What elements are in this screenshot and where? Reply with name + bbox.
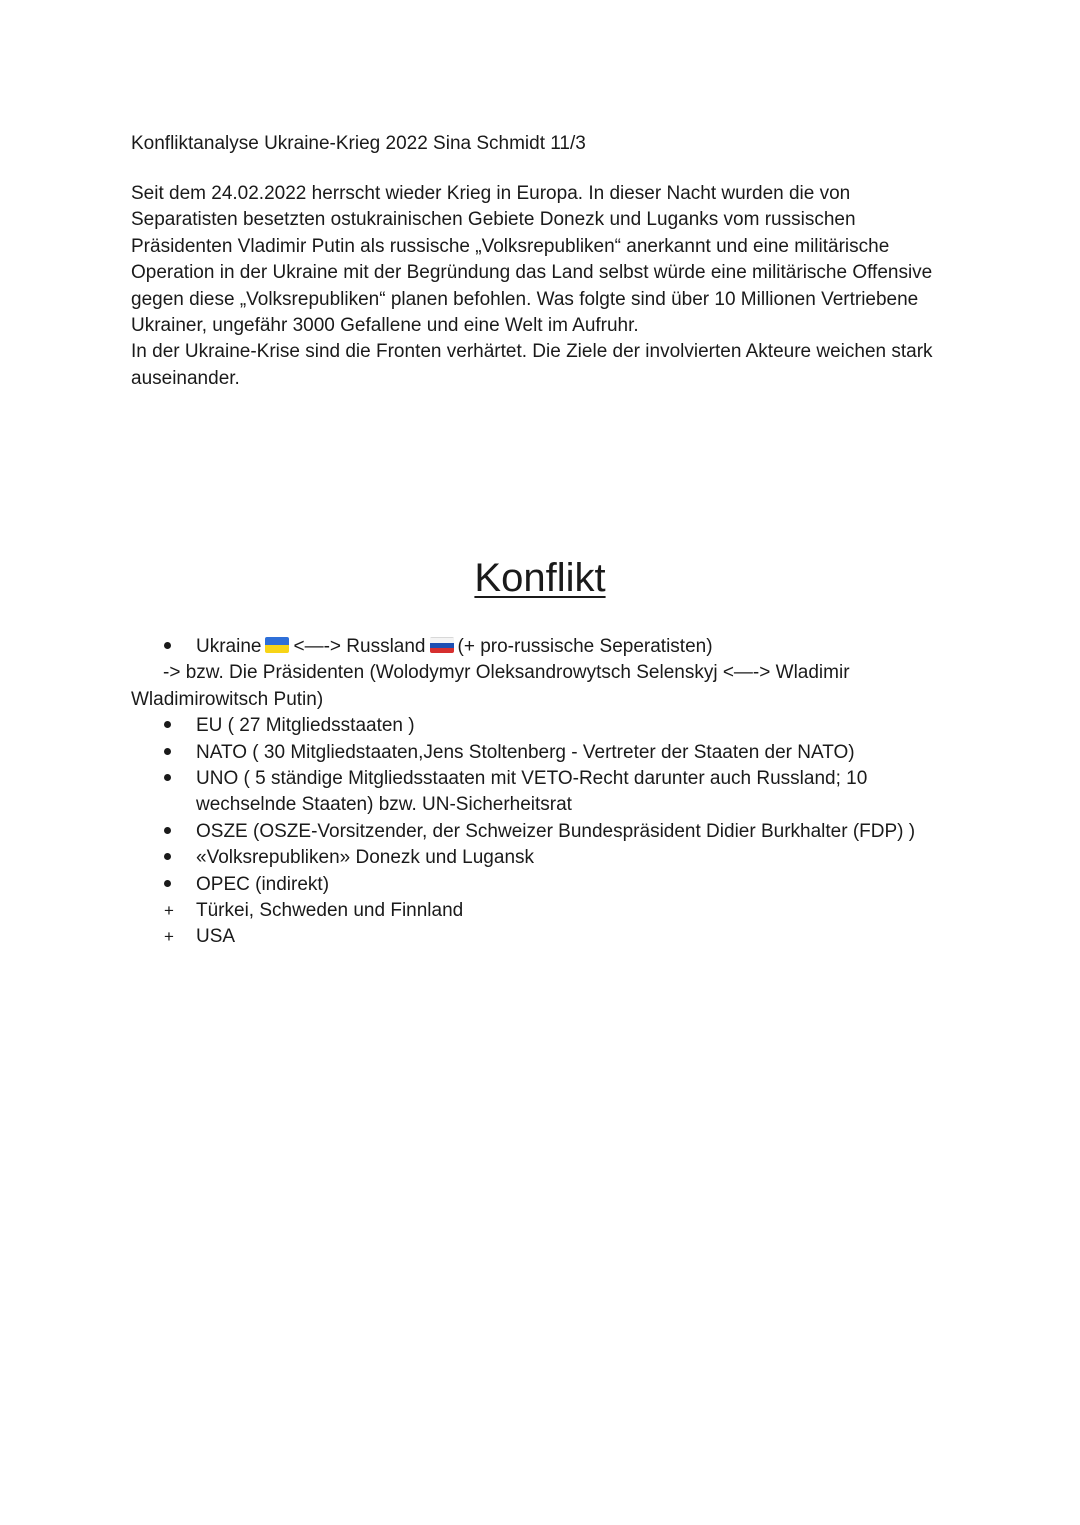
section-heading: Konflikt: [474, 556, 606, 600]
list-item: [131, 845, 961, 871]
plus-item: [131, 898, 961, 924]
list-item: [131, 740, 961, 766]
bullet-icon: [164, 634, 184, 660]
list-item-text: UNO ( 5 ständige Mitgliedsstaaten mit VETO-Recht darunter auch Russland; 10 wechselnde Staaten) bzw. UN-Sicherheitsrat: [196, 768, 868, 816]
list-item-text: «Volksrepubliken» Donezk und Lugansk: [196, 847, 535, 869]
intro-section: [131, 181, 961, 392]
actors-list: [131, 634, 961, 951]
presidents-line: [131, 660, 961, 713]
bullet-icon: [164, 845, 184, 871]
plus-marker: +: [164, 901, 174, 921]
ukraine-flag-icon: [265, 637, 289, 653]
list-item-text: OSZE (OSZE-Vorsitzender, der Schweizer Bundespräsident Didier Burkhalter (FDP) ): [196, 820, 916, 842]
intro-paragraph-2: In der Ukraine-Krise sind die Fronten verhärtet. Die Ziele der involvierten Akteure weichen stark auseinander.: [131, 341, 933, 389]
russia-flag-icon: [430, 637, 454, 653]
list-item-text: NATO ( 30 Mitgliedstaaten,Jens Stoltenberg - Vertreter der Staaten der NATO): [196, 741, 855, 763]
conflict-note: (+ pro-russische Seperatisten): [457, 636, 713, 657]
list-item: [131, 766, 961, 819]
plus-marker: +: [164, 927, 174, 947]
bullet-icon: [164, 713, 184, 739]
ukraine-label: Ukraine: [196, 636, 262, 657]
list-item-text: EU ( 27 Mitgliedsstaaten ): [196, 715, 415, 737]
list-item: [131, 819, 961, 845]
list-item: [131, 872, 961, 898]
bullet-icon: [164, 766, 184, 792]
list-item-text: OPEC (indirekt): [196, 873, 330, 895]
conflict-arrow-russia: <—-> Russland: [293, 636, 426, 657]
plus-item-text: USA: [196, 926, 236, 948]
document-header: Konfliktanalyse Ukraine-Krieg 2022 Sina Schmidt 11/3: [131, 133, 586, 154]
plus-item: [131, 924, 961, 950]
bullet-icon: [164, 872, 184, 898]
presidents-line-1: -> bzw. Die Präsidenten (Wolodymyr Oleksandrowytsch Selenskyj <—-> Wladimir: [163, 662, 850, 684]
list-item-conflict: [131, 634, 961, 660]
bullet-icon: [164, 819, 184, 845]
bullet-icon: [164, 740, 184, 766]
intro-paragraph-1: Seit dem 24.02.2022 herrscht wieder Krieg in Europa. In dieser Nacht wurden die von Separatisten besetzten ostukrainischen Gebiete Donezk und Luganks vom russischen Präsidenten Vladimir Putin als russische „Volksrepubliken“ anerkannt und eine militärische Operation in der Ukraine mit der Begründung das Land selbst würde eine militärische Offensive gegen diese „Volksrepubliken“ planen befohlen. Was folgte sind über 10 Millionen Vertriebene Ukrainer, ungefähr 3000 Gefallene und eine Welt im Aufruhr.: [131, 183, 933, 337]
list-item: [131, 713, 961, 739]
presidents-line-2: Wladimirowitsch Putin): [131, 688, 324, 710]
plus-item-text: Türkei, Schweden und Finnland: [196, 900, 464, 922]
